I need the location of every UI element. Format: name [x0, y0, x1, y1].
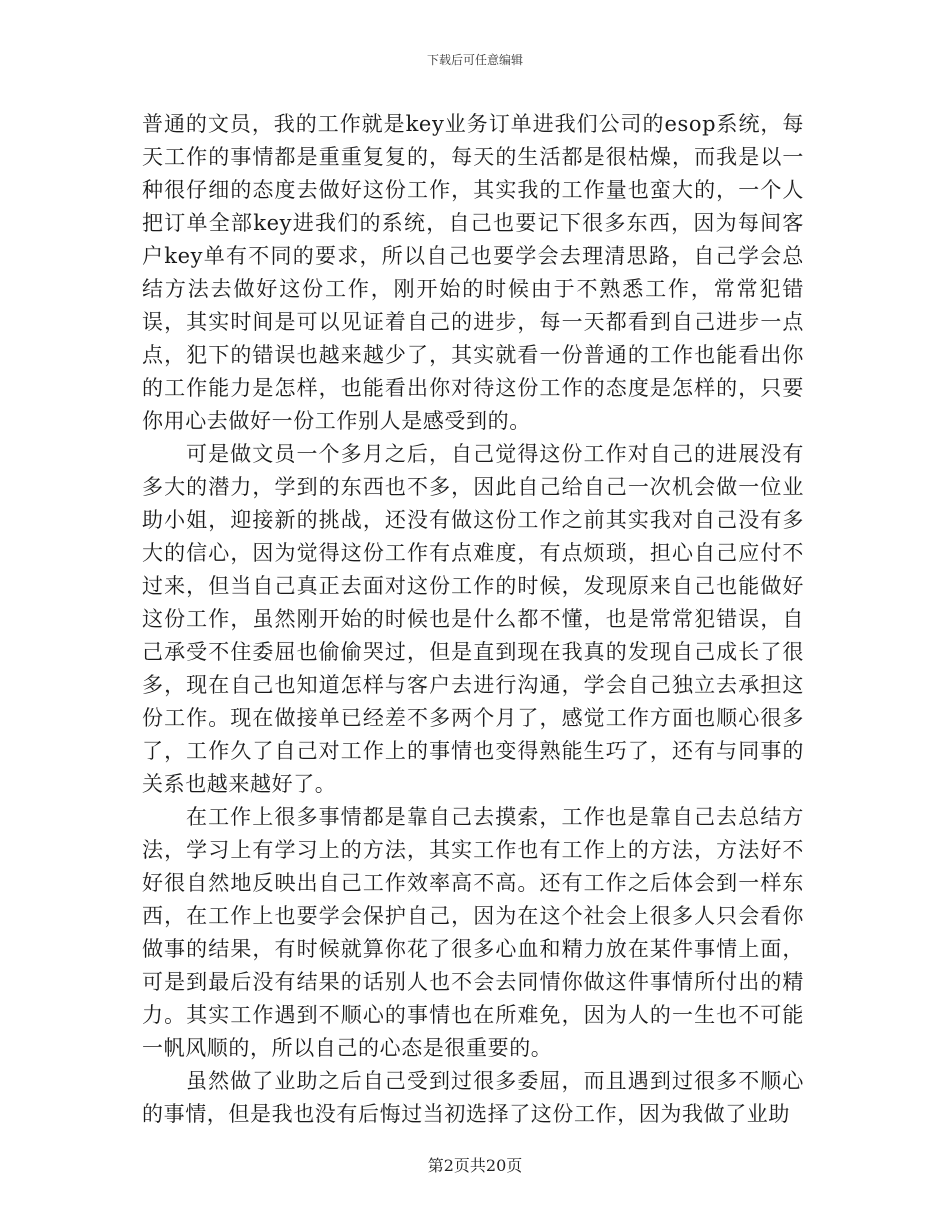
- page-number-footer: 第2页共20页: [427, 1156, 523, 1175]
- paragraph-4: 虽然做了业助之后自己受到过很多委屈，而且遇到过很多不顺心的事情，但是我也没有后悔过当初选择了这份工作，因为我做了业助: [142, 1069, 804, 1126]
- paragraph-3: 在工作上很多事情都是靠自己去摸索，工作也是靠自己去总结方法，学习上有学习上的方法，其实工作也有工作上的方法，方法好不好很自然地反映出自己工作效率高不高。还有工作之后体会到一样东西，在工作上也要学会保护自己，因为在这个社会上很多人只会看你做事的结果，有时候就算你花了很多心血和精力放在某件事情上面，可是到最后没有结果的话别人也不会去同情你做这件事情所付出的精力。其实工作遇到不顺心的事情也在所难免，因为人的一生也不可能一帆风顺的，所以自己的心态是很重要的。: [142, 805, 804, 1060]
- paragraph-1: 普通的文员，我的工作就是key业务订单进我们公司的esop系统，每天工作的事情都是重重复复的，每天的生活都是很枯燥，而我是以一种很仔细的态度去做好这份工作，其实我的工作量也蛮大的，一个人把订单全部key进我们的系统，自己也要记下很多东西，因为每间客户key单有不同的要求，所以自己也要学会去理清思路，自己学会总结方法去做好这份工作，刚开始的时候由于不熟悉工作，常常犯错误，其实时间是可以见证着自己的进步，每一天都看到自己进步一点点，犯下的错误也越来越少了，其实就看一份普通的工作也能看出你的工作能力是怎样，也能看出你对待这份工作的态度是怎样的，只要你用心去做好一份工作别人是感受到的。: [142, 112, 804, 433]
- page-header: 下载后可任意编辑: [426, 53, 523, 67]
- document-body: [142, 108, 804, 1131]
- paragraph-2: 可是做文员一个多月之后，自己觉得这份工作对自己的进展没有多大的潜力，学到的东西也不多，因此自己给自己一次机会做一位业助小姐，迎接新的挑战，还没有做这份工作之前其实我对自己没有多大的信心，因为觉得这份工作有点难度，有点烦琐，担心自己应付不过来，但当自己真正去面对这份工作的时候，发现原来自己也能做好这份工作，虽然刚开始的时候也是什么都不懂，也是常常犯错误，自己承受不住委屈也偷偷哭过，但是直到现在我真的发现自己成长了很多，现在自己也知道怎样与客户去进行沟通，学会自己独立去承担这份工作。现在做接单已经差不多两个月了，感觉工作方面也顺心很多了，工作久了自己对工作上的事情也变得熟能生巧了，还有与同事的关系也越来越好了。: [142, 442, 804, 796]
